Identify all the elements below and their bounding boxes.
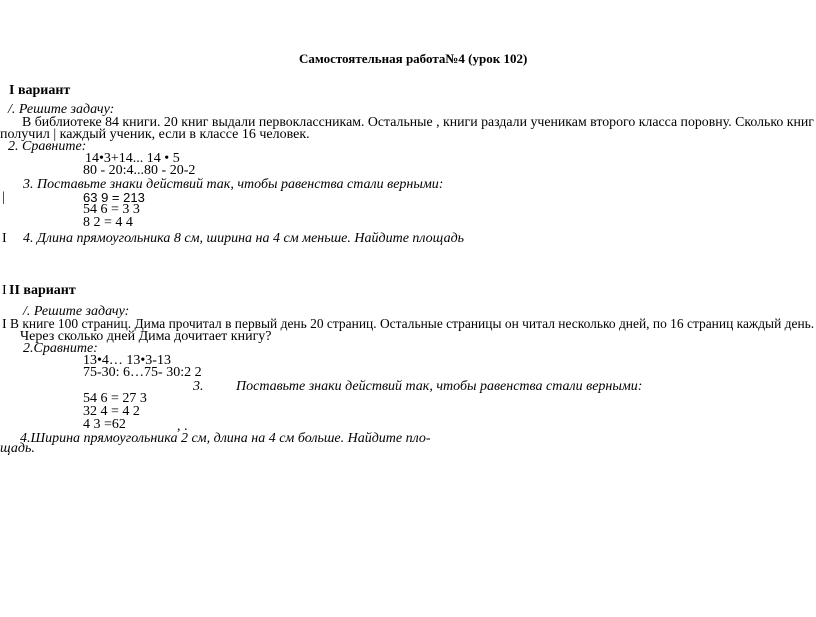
variant2-task2-line2: 75-30: 6…75- 30:2 2 xyxy=(83,365,202,380)
variant1-task1-label: /. Решите задачу: xyxy=(8,102,115,117)
page-title: Самостоятельная работа№4 (урок 102) xyxy=(299,51,528,66)
variant1-task2-line2: 80 - 20:4...80 - 20-2 xyxy=(83,163,196,178)
variant2-task3-line1: 54 6 = 27 3 xyxy=(83,391,147,406)
variant1-task3-label: 3. Поставьте знаки действий так, чтобы равенства стали верными: xyxy=(23,177,444,192)
variant1-task3-line1: 63 9 = 213 xyxy=(83,190,145,205)
variant2-task4-line2: щадь. xyxy=(0,441,35,456)
variant1-task1-line2: получил | каждый ученик, если в классе 16 человек. xyxy=(0,127,310,142)
variant2-task3-number: 3. xyxy=(193,379,204,394)
variant2-task3-label: Поставьте знаки действий так, чтобы равенства стали верными: xyxy=(236,379,643,394)
variant1-task4: 4. Длина прямоугольника 8 см, ширина на 4 см меньше. Найдите площадь xyxy=(23,231,465,246)
variant1-task2-label: 2. Сравните: xyxy=(8,139,87,154)
variant1-task3-line3: 8 2 = 4 4 xyxy=(83,215,133,230)
variant2-heading: II вариант xyxy=(9,283,76,298)
variant1-task3-line2: 54 6 = 3 3 xyxy=(83,202,140,217)
variant1-task1-line1: В библиотеке 84 книги. 20 книг выдали первоклассникам. Остальные , книги раздали ученикам второго класса поровну. Сколько книг xyxy=(22,115,814,130)
variant2-task2-line1: 13•4… 13•3-13 xyxy=(83,353,171,368)
variant2-task1-line1: В книге 100 страниц. Дима прочитал в первый день 20 страниц. Остальные страницы он читал несколько дней, по 16 страниц каждый день. xyxy=(10,317,815,332)
variant2-task4-line1: 4.Ширина прямоугольника 2 см, длина на 4 см больше. Найдите пло- xyxy=(20,431,431,446)
variant1-task4-marker: I xyxy=(2,231,7,246)
variant1-task3-marker: | xyxy=(2,190,5,205)
variant2-task3-marks: , . xyxy=(177,419,188,434)
variant2-task1-label: /. Решите задачу: xyxy=(23,304,130,319)
variant1-task2-line1: 14•3+14... 14 • 5 xyxy=(85,151,180,166)
variant2-task1-marker: I xyxy=(2,317,7,332)
variant2-task3-line2: 32 4 = 4 2 xyxy=(83,404,140,419)
variant2-task2-label: 2.Сравните: xyxy=(23,341,98,356)
variant2-task3-line3: 4 3 =62 xyxy=(83,417,126,432)
variant2-task1-line2: Через сколько дней Дима дочитает книгу? xyxy=(20,329,272,344)
variant2-heading-marker: I xyxy=(2,283,7,298)
variant1-heading: I вариант xyxy=(9,83,71,98)
